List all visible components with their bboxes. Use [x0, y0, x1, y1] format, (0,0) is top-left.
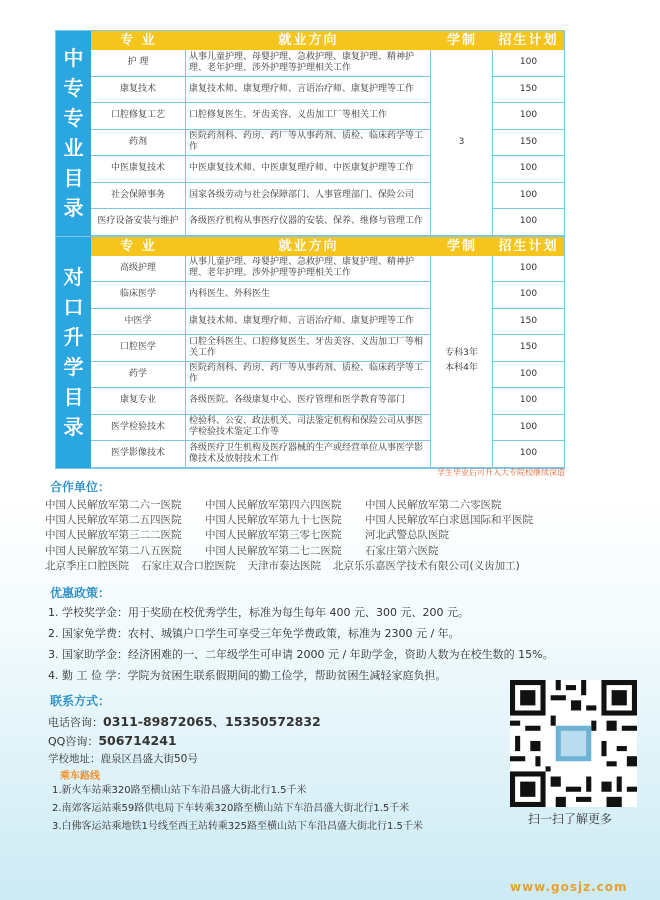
career-direction: 康复技术师、康复理疗师、言语治疗师、康复护理等工作: [186, 77, 431, 104]
partner-row: [45, 498, 545, 513]
partner-name: 中国人民解放军第二五四医院: [45, 514, 182, 527]
column-header: 就业方向: [186, 237, 431, 256]
enroll-plan: 100: [493, 415, 564, 442]
side-char: 专: [63, 76, 84, 101]
policy-title: 优惠政策：: [50, 586, 111, 600]
partner-name: 中国人民解放军第二六零医院: [365, 499, 502, 511]
qr-code[interactable]: [510, 680, 637, 807]
major-name: 医疗设备安装与维护: [91, 209, 186, 236]
course-tables: [55, 30, 565, 469]
side-label-zhongzhuan: [56, 31, 91, 236]
column-header: 就业方向: [186, 31, 431, 50]
side-char: 专: [63, 106, 84, 131]
career-direction: 康复技术师、康复理疗师、言语治疗师、康复护理等工作: [186, 309, 431, 336]
career-direction: 各级医疗机构从事医疗仪器的安装、保养、维修与管理工作: [186, 209, 431, 236]
major-name: 康复专业: [91, 388, 186, 415]
enroll-plan: 100: [493, 282, 564, 309]
addr-value: 鹿泉区昌盛大街50号: [100, 753, 198, 765]
qr-caption: 扫一扫了解更多: [528, 812, 613, 826]
grid-zhongzhuan: [91, 31, 564, 236]
table-duikou: [55, 237, 565, 469]
partner-name: 河北武警总队医院: [365, 529, 449, 542]
career-direction: 口腔修复医生、牙齿美容、义齿加工厂等相关工作: [186, 103, 431, 130]
career-direction: 中医康复技术师、中医康复理疗师、中医康复护理等工作: [186, 156, 431, 183]
enroll-plan: 100: [493, 156, 564, 183]
bus-title: 乘车路线: [60, 771, 100, 782]
major-name: 药剂: [91, 130, 186, 157]
side-char: 学: [63, 355, 84, 379]
side-char: 口: [63, 295, 84, 319]
side-char: 录: [63, 415, 84, 439]
table-zhongzhuan: [55, 30, 565, 237]
policy-item: 4. 勤 工 俭 学：学院为贫困生联系假期间的勤工俭学，帮助贫困生减轻家庭负担。: [48, 669, 447, 682]
policy-item: 3. 国家助学金：经济困难的一、二年级学生可申请 2000 元 / 年助学金，资助人数为在校生数的 15%。: [48, 648, 554, 661]
career-direction: 从事儿童护理、母婴护理、急救护理、康复护理、精神护理、老年护理、涉外护理等护理相关工作: [186, 256, 431, 283]
major-name: 中医康复技术: [91, 156, 186, 183]
partner-name: 中国人民解放军第四六四医院: [205, 499, 342, 511]
table-note: 学生毕业后可升入大专院校继续深造: [437, 468, 565, 477]
career-direction: 各级医疗卫生机构及医疗器械的生产或经营单位从事医学影像技术及放射技术工作: [186, 441, 431, 468]
enroll-plan: 100: [493, 388, 564, 415]
partner-name: 天津市泰达医院: [247, 559, 321, 572]
major-name: 口腔医学: [91, 335, 186, 362]
career-direction: 各级医院、各级康复中心、医疗管理和医学教育等部门: [186, 388, 431, 415]
contact-info: [48, 712, 321, 769]
career-direction: 医院药剂科、药房、药厂等从事药剂、质检、临床药学等工作: [186, 362, 431, 389]
major-name: 中医学: [91, 309, 186, 336]
phone-value: 0311-89872065、15350572832: [103, 714, 321, 729]
enroll-plan: 100: [493, 209, 564, 236]
side-char: 录: [63, 196, 84, 221]
partner-name: 中国人民解放军第二七二医院: [205, 544, 342, 557]
partner-name: 北京乐乐嘉医学技术有限公司(义齿加工): [333, 559, 520, 572]
side-char: 业: [63, 136, 84, 161]
enroll-plan: 150: [493, 335, 564, 362]
partner-name: 中国人民解放军第二六一医院: [45, 499, 182, 511]
major-name: 护 理: [91, 50, 186, 77]
qq-label: QQ咨询：: [48, 735, 99, 748]
enroll-plan: 100: [493, 103, 564, 130]
enroll-plan: 150: [493, 77, 564, 104]
side-char: 中: [63, 46, 84, 71]
major-name: 临床医学: [91, 282, 186, 309]
partner-name: 中国人民解放军第三零七医院: [205, 529, 342, 542]
partner-row: [45, 528, 545, 543]
major-name: 高级护理: [91, 256, 186, 283]
site-watermark: www.gosjz.com: [510, 880, 628, 894]
partner-row: [45, 559, 545, 574]
contact-title: 联系方式：: [50, 694, 111, 708]
policies-list: [48, 602, 554, 686]
side-char: 对: [63, 265, 84, 289]
career-direction: 内科医生、外科医生: [186, 282, 431, 309]
partner-name: 中国人民解放军第二八五医院: [45, 544, 182, 557]
partner-name: 石家庄第六医院: [365, 544, 439, 557]
career-direction: 检验科、公安、政法机关、司法鉴定机构和保险公司从事医学检验技术鉴定工作等: [186, 415, 431, 442]
partner-name: 中国人民解放军第九十七医院: [205, 514, 342, 527]
partner-name: 北京季庄口腔医院: [45, 559, 129, 572]
partners-title: 合作单位：: [50, 480, 111, 494]
policy-item: 2. 国家免学费：农村、城镇户口学生可享受三年免学费政策，标准为 2300 元 / 年。: [48, 627, 460, 640]
phone-label: 电话咨询：: [48, 716, 103, 729]
side-char: 目: [63, 385, 84, 409]
side-char: 目: [63, 166, 84, 191]
partner-row: [45, 513, 545, 528]
study-length: 3: [431, 50, 493, 236]
grid-duikou: [91, 237, 564, 468]
policy-item: 1. 学校奖学金：用于奖励在校优秀学生，标准为每生每年 400 元、300 元、200 元。: [48, 606, 469, 619]
route-item: 3.白佛客运站乘地铁1号线至西王站转乘325路至横山站下车沿昌盛大街北行1.5千米: [52, 821, 423, 832]
partner-row: [45, 544, 545, 559]
side-label-duikou: [56, 237, 91, 468]
major-name: 医学检验技术: [91, 415, 186, 442]
column-header: 学制: [431, 31, 493, 50]
enroll-plan: 100: [493, 362, 564, 389]
career-direction: 从事儿童护理、母婴护理、急救护理、康复护理、精神护理、老年护理、涉外护理等护理相关工作: [186, 50, 431, 77]
column-header: 招生计划: [493, 31, 564, 50]
column-header: 专 业: [91, 237, 186, 256]
career-direction: 医院药剂科、药房、药厂等从事药剂、质检、临床药学等工作: [186, 130, 431, 157]
major-name: 口腔修复工艺: [91, 103, 186, 130]
major-name: 康复技术: [91, 77, 186, 104]
column-header: 专 业: [91, 31, 186, 50]
column-header: 学制: [431, 237, 493, 256]
major-name: 社会保障事务: [91, 183, 186, 210]
column-header: 招生计划: [493, 237, 564, 256]
partners-list: [45, 498, 545, 574]
major-name: 医学影像技术: [91, 441, 186, 468]
enroll-plan: 100: [493, 256, 564, 283]
enroll-plan: 100: [493, 441, 564, 468]
study-length: 专科3年 本科4年: [431, 256, 493, 468]
enroll-plan: 150: [493, 130, 564, 157]
partner-name: 中国人民解放军第三二二医院: [45, 529, 182, 542]
major-name: 药学: [91, 362, 186, 389]
enroll-plan: 150: [493, 309, 564, 336]
bus-routes: [52, 782, 423, 836]
partner-name: 中国人民解放军白求恩国际和平医院: [365, 514, 533, 527]
qq-value: 506714241: [98, 733, 177, 748]
partner-name: 石家庄双合口腔医院: [141, 559, 236, 572]
route-item: 1.新火车站乘320路至横山站下车沿昌盛大街北行1.5千米: [52, 785, 307, 796]
enroll-plan: 100: [493, 183, 564, 210]
addr-label: 学校地址：: [48, 753, 101, 765]
qr-icon: [510, 680, 637, 807]
route-item: 2.南郊客运站乘59路供电局下车转乘320路至横山站下车沿昌盛大街北行1.5千米: [52, 803, 410, 814]
career-direction: 国家各级劳动与社会保障部门、人事管理部门、保险公司: [186, 183, 431, 210]
enroll-plan: 100: [493, 50, 564, 77]
side-char: 升: [63, 325, 84, 349]
career-direction: 口腔全科医生、口腔修复医生、牙齿美容、义齿加工厂等相关工作: [186, 335, 431, 362]
